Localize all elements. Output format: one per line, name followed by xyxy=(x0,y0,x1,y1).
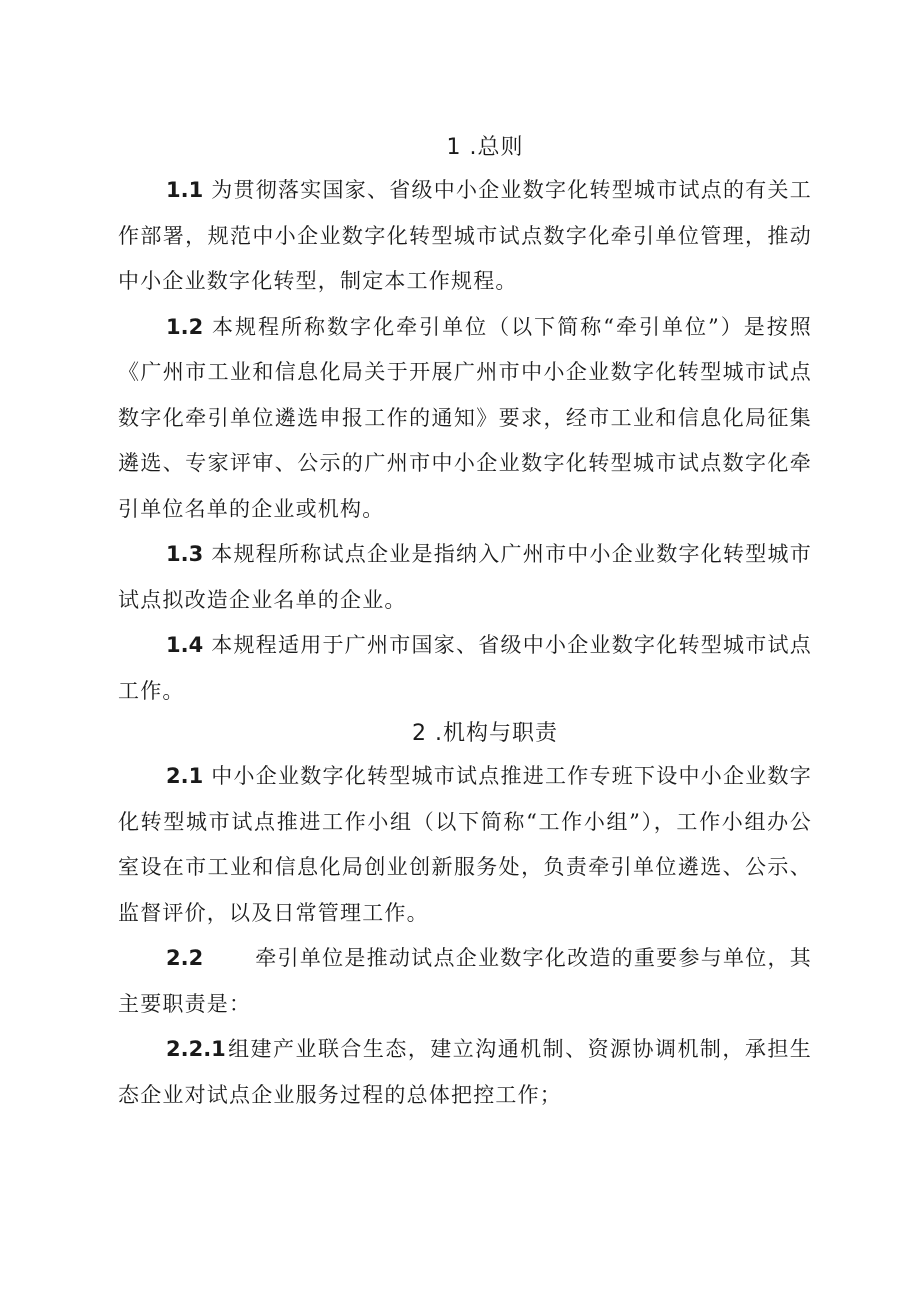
clause-1-2 xyxy=(118,305,812,533)
clause-number: 1.4 xyxy=(166,633,204,657)
section-heading-organization: 2 .机构与职责 xyxy=(412,721,558,746)
clause-1-1 xyxy=(118,168,812,305)
section-heading-general: 1 .总则 xyxy=(446,135,524,160)
clause-text: 本规程适用于广州市国家、省级中小企业数字化转型城市试点工作。 xyxy=(118,633,812,703)
clause-text: 本规程所称试点企业是指纳入广州市中小企业数字化转型城市试点拟改造企业名单的企业。 xyxy=(118,542,812,612)
clause-text: 中小企业数字化转型城市试点推进工作专班下设中小企业数字化转型城市试点推进工作小组（以下简称“工作小组”），工作小组办公室设在市工业和信息化局创业创新服务处，负责牵引单位遴选、公示、监督评价，以及日常管理工作。 xyxy=(118,764,812,925)
clause-text: 本规程所称数字化牵引单位（以下简称“牵引单位”）是按照《广州市工业和信息化局关于开展广州市中小企业数字化转型城市试点数字化牵引单位遴选申报工作的通知》要求，经市工业和信息化局征集遴选、专家评审、公示的广州市中小企业数字化转型城市试点数字化牵引单位名单的企业或机构。 xyxy=(118,314,812,521)
clause-number: 1.2 xyxy=(166,314,204,339)
clause-number: 2.2 xyxy=(166,946,204,970)
clause-number: 1.1 xyxy=(166,178,204,202)
clause-2-2 xyxy=(118,936,812,1027)
clause-1-4 xyxy=(118,623,812,714)
clause-number: 1.3 xyxy=(166,542,204,566)
clause-1-3 xyxy=(118,532,812,623)
clause-number: 2.1 xyxy=(166,764,204,788)
clause-text: 为贯彻落实国家、省级中小企业数字化转型城市试点的有关工作部署，规范中小企业数字化转型城市试点数字化牵引单位管理，推动中小企业数字化转型，制定本工作规程。 xyxy=(118,178,812,293)
clause-text: 牵引单位是推动试点企业数字化改造的重要参与单位，其主要职责是： xyxy=(118,946,812,1016)
document-page xyxy=(118,128,812,1118)
clause-number: 2.2.1 xyxy=(166,1037,226,1061)
clause-2-2-1 xyxy=(118,1027,812,1118)
clause-text: 组建产业联合生态，建立沟通机制、资源协调机制，承担生态企业对试点企业服务过程的总体把控工作； xyxy=(118,1037,812,1107)
clause-2-1 xyxy=(118,754,812,936)
